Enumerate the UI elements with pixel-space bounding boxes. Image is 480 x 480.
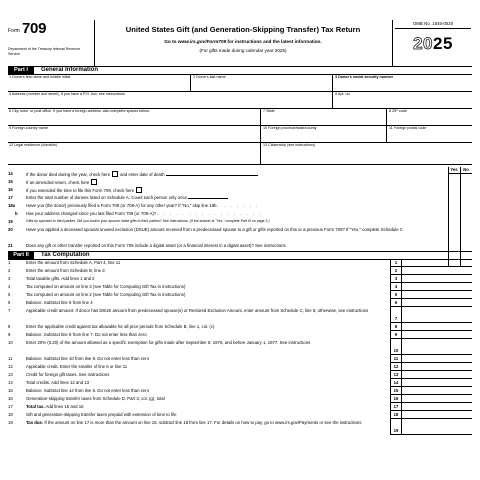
line-6-box: 6 (390, 299, 402, 307)
line-11-amount[interactable] (402, 355, 472, 363)
line-10-amount[interactable] (402, 339, 472, 355)
part1-header (8, 67, 472, 75)
line-6-amount[interactable] (402, 299, 472, 307)
amended-return-checkbox[interactable] (91, 179, 97, 185)
line-5-amount[interactable] (402, 291, 472, 299)
line-8-box: 8 (390, 323, 402, 331)
line-1-amount[interactable] (402, 259, 472, 267)
line-18-box: 18 (390, 411, 402, 419)
form-title: United States Gift (and Generation-Skipping Transfer) Tax Return (125, 25, 361, 34)
line-9-box: 9 (390, 331, 402, 339)
line-17-amount[interactable] (402, 403, 472, 411)
line-8-amount[interactable] (402, 323, 472, 331)
line-16-amount[interactable] (402, 395, 472, 403)
donor-ssn-field[interactable]: 3 Donor's social security number (332, 75, 472, 92)
line-9-amount[interactable] (402, 331, 472, 339)
line-19-amount[interactable] (402, 419, 472, 435)
state-field[interactable]: 7 State (260, 109, 386, 126)
yes-column-header: Yes (450, 167, 458, 172)
line-18-amount[interactable] (402, 411, 472, 419)
foreign-province-field[interactable]: 10 Foreign province/state/county (260, 126, 386, 143)
omb-year-block (392, 20, 473, 66)
line-4-amount[interactable] (402, 283, 472, 291)
part2-title: Tax Computation (41, 252, 90, 258)
citizenship-field[interactable]: 13 Citizenship (see instructions) (260, 143, 472, 165)
line-7-amount[interactable] (402, 307, 472, 323)
instructions-line: Go to www.irs.gov/Form709 for instructions and the latest information. (164, 39, 322, 44)
donor-first-name-field[interactable]: 1 Donor's first name and middle initial (8, 75, 190, 92)
zip-code-field[interactable]: 8 ZIP code (386, 109, 472, 126)
line-4-box: 4 (390, 283, 402, 291)
omb-number: OMB No. 1545-0020 (395, 21, 471, 29)
foreign-country-field[interactable]: 9 Foreign country name (8, 126, 260, 143)
line-12-box: 12 (390, 363, 402, 371)
instructions-link[interactable]: www.irs.gov/Form709 (177, 39, 227, 44)
line-2-box: 2 (390, 267, 402, 275)
legal-residence-field[interactable]: 12 Legal residence (domicile) (8, 143, 260, 165)
form-709-page: Form 709 Department of the Treasury Internal Revenue Service United States Gift (and Generation-Skipping Transfer) Tax Return Go to www.irs.gov/Form709 for instructions and the latest information. (For gifts made during calendar year 2025) OMB No. 1545-0020 2025 Part I General Information 1 Donor's first name and middle initial 2 Donor's last name 3 Donor's social security number 4 Address (number and street). If you have a P.O. box, see instructions. 5 Apt. no. 6 City, town, or post office. If you have a foreign address, also complete spaces below. 7 State 8 ZIP code 9 Foreign country name 10 Foreign province/state/county 11 Foreign postal code 12 Legal residence (domicile) 13 Citizenship (see instructions) Yes No 14 If the donor died during the year, check here and enter date of death 15 If an amended return, check here 16 If you extended the time to file this Form 709, check here 17 Enter the total number of donees listed on Schedule A. Count each person only once 18a Have you (the donor) previously filed a Form 709 (or 709-A) for any other year? If "No," skip line 18b . . . . . . . b Has your address changed since you last filed Form 709 (or 709-A)? . . . . . . . . . . . . . . . . . 19 Gifts by spouses to third parties. Did you and/or your spouse make gifts to third parties? See instructions. (If the answer is "Yes," complete Part III on page 2.) 20 Have you applied a deceased spousal unused exclusion (DSUE) amount received from a predeceased spouse to a gift or gifts reported on this or a previous Form 709? If "Yes," complete Schedule C 21 Does any gift or other transfer reported on this Form 709 include a digital asset (or a financial interest in a digital asset)? See instructions Part II Tax Computation 1 Enter the amount from Schedule A, Part 4, line 11 1 2 Enter the amount from Schedule B, line 3 2 3 Total taxable gifts. Add lines 1 and 2 3 4 Tax computed on amount on line 3 (see Table for Computing Gift Tax in instructions) 4 5 Tax computed on amount on line 2 (see Table for Computing Gift Tax in instructions) 5 6 Balance. Subtract line 5 from line 4 6 7 Applicable credit amount. If donor has DSUE amount from predeceased spouse(s) or Restored Exclusion Amount, enter amount from Schedule C, line 5; otherwise, see instructions 7 8 Enter the applicable credit against tax allowable for all prior periods from Schedule B, line 1, col. (c) 8 9 Balance. Subtract line 8 from line 7. Do not enter less than zero 9 10 Enter 20% (0.20) of the amount allowed as a specific exemption for gifts made after September 8, 1976, and before January 1, 1977. See instructions 10 11 Balance. Subtract line 10 from line 9. Do not enter less than zero 11 12 Applicable credit. Enter the smaller of line 6 or line 11 12 13 Credit for foreign gift taxes. See instructions 13 14 Total credits. Add lines 12 and 13 14 15 Balance. Subtract line 14 from line 6. Do not enter less than zero 15 16 Generation-skipping transfer taxes from Schedule D, Part 3, col. (g), total 16 17 Total tax. Add lines 15 and 16 17 18 Gift and generation-skipping transfer taxes prepaid with extension of time to file 18 19 Tax due. If the amount on line 17 is more than the amount on line 18, subtract line 18 from line 17. For details on how to pay, go to www.irs.gov/Payments or see the instructions 19 (8, 0, 472, 480)
died-during-year-checkbox[interactable] (112, 171, 118, 177)
foreign-postal-code-field[interactable]: 11 Foreign postal code (386, 126, 472, 143)
line-15-amount[interactable] (402, 387, 472, 395)
tax-year: 2025 (413, 34, 453, 53)
line-19-box: 19 (390, 419, 402, 435)
line-3-box: 3 (390, 275, 402, 283)
city-field[interactable]: 6 City, town, or post office. If you have a foreign address, also complete spaces below. (8, 109, 260, 126)
form-number: 709 (22, 20, 47, 37)
form-id-block (8, 20, 95, 66)
extended-time-checkbox[interactable] (136, 187, 142, 193)
line-14-amount[interactable] (402, 379, 472, 387)
part1-title: General Information (41, 67, 99, 73)
line-17-box: 17 (390, 403, 402, 411)
part1-tag: Part I (8, 67, 34, 74)
line-11-box: 11 (390, 355, 402, 363)
line-1-box: 1 (390, 259, 402, 267)
form-label: Form (8, 28, 20, 34)
line-5-box: 5 (390, 291, 402, 299)
line-10-box: 10 (390, 339, 402, 355)
line-12-amount[interactable] (402, 363, 472, 371)
form-header (8, 20, 472, 67)
line-14-box: 14 (390, 379, 402, 387)
calendar-year-note: (For gifts made during calendar year 2025) (199, 48, 287, 53)
no-column-header: No (463, 167, 469, 172)
line-16-box: 16 (390, 395, 402, 403)
part2-tag: Part II (8, 252, 34, 259)
apt-no-field[interactable]: 5 Apt. no. (332, 92, 472, 109)
line-2-amount[interactable] (402, 267, 472, 275)
line-3-amount[interactable] (402, 275, 472, 283)
date-of-death-field[interactable] (166, 175, 258, 176)
number-of-donees-field[interactable] (188, 198, 228, 199)
address-field[interactable]: 4 Address (number and street). If you have a P.O. box, see instructions. (8, 92, 332, 109)
title-block (94, 20, 392, 66)
department-label: Department of the Treasury Internal Revenue Service (8, 47, 81, 56)
line-7-box: 7 (390, 307, 402, 323)
donor-last-name-field[interactable]: 2 Donor's last name (190, 75, 332, 92)
line-15-box: 15 (390, 387, 402, 395)
yn-header-rule (448, 173, 472, 174)
line-13-amount[interactable] (402, 371, 472, 379)
line-13-box: 13 (390, 371, 402, 379)
